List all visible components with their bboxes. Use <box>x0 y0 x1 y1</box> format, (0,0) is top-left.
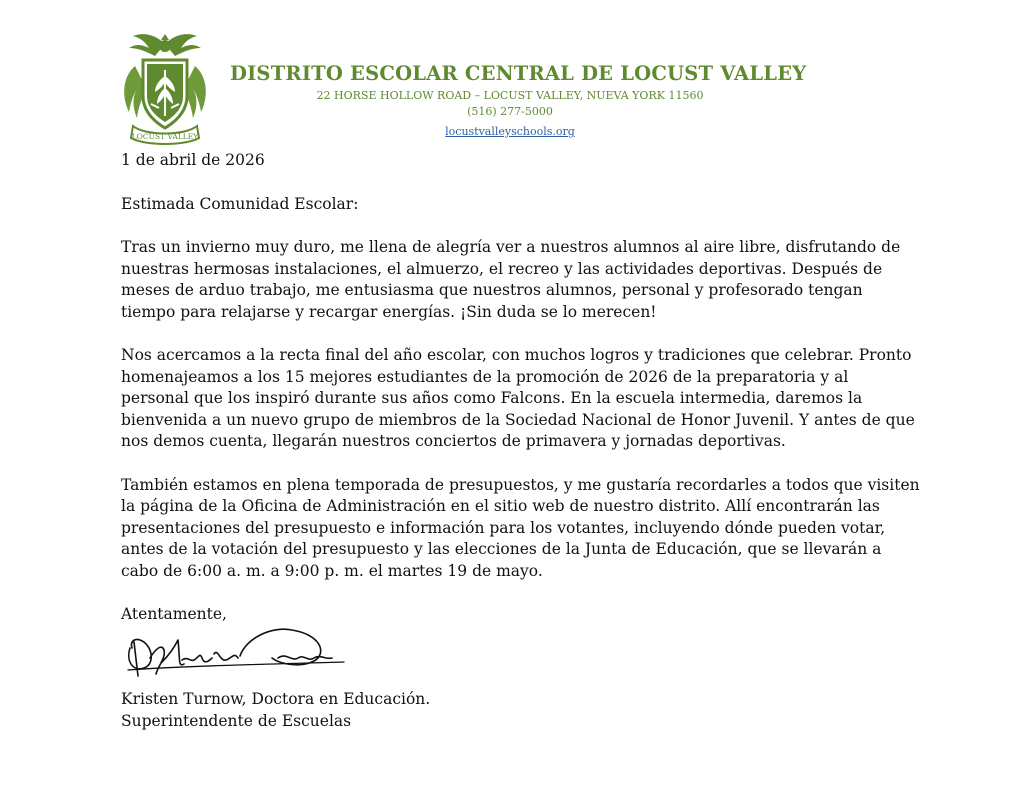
letterhead <box>0 0 1024 150</box>
letter-paragraph-2: Nos acercamos a la recta final del año escolar, con muchos logros y tradiciones que celebrar. Pronto homenajeamos a los 15 mejores estudiantes de la promoción de 2026 de la preparatoria y al personal que los inspiró durante sus años como Falcons. En la escuela intermedia, daremos la bienvenida a un nuevo grupo de miembros de la Sociedad Nacional de Honor Juvenil. Y antes de que nos demos cuenta, llegarán nuestros conciertos de primavera y jornadas deportivas. <box>121 346 915 450</box>
district-phone: (516) 277-5000 <box>467 105 553 118</box>
district-crest-logo <box>115 26 215 150</box>
letter-body <box>121 150 921 648</box>
letter-paragraph-3: También estamos en plena temporada de presupuestos, y me gustaría recordarles a todos que visiten la página de la Oficina de Administración en el sitio web de nuestro distrito. Allí encontrarán las presentaciones del presupuesto e información para los votantes, incluyendo dónde pueden votar, antes de la votación del presupuesto y las elecciones de la Junta de Educación, que se llevarán a cabo de 6:00 a. m. a 9:00 p. m. el martes 19 de mayo. <box>121 475 920 580</box>
district-website-link[interactable]: locustvalleyschools.org <box>445 125 575 138</box>
letterhead-text <box>230 60 807 140</box>
district-name: DISTRITO ESCOLAR CENTRAL DE LOCUST VALLEY <box>230 62 807 85</box>
crest-ribbon-text: LOCUST VALLEY <box>131 132 199 141</box>
letter-paragraph-1: Tras un invierno muy duro, me llena de alegría ver a nuestros alumnos al aire libre, disfrutando de nuestras hermosas instalaciones, el almuerzo, el recreo y las actividades deportivas. Después de meses de arduo trabajo, me entusiasma que nuestros alumnos, personal y profesorado tengan tiempo para relajarse y recargar energías. ¡Sin duda se lo merecen! <box>121 238 901 321</box>
letter-closing: Atentamente, <box>121 605 227 623</box>
letter-salutation: Estimada Comunidad Escolar: <box>121 194 359 213</box>
signature-block <box>121 688 430 732</box>
handwritten-signature <box>122 618 352 684</box>
district-address: 22 HORSE HOLLOW ROAD – LOCUST VALLEY, NUEVA YORK 11560 <box>316 89 704 102</box>
signer-name: Kristen Turnow, Doctora en Educación. <box>121 690 431 708</box>
signer-title: Superintendente de Escuelas <box>121 712 352 730</box>
letter-date: 1 de abril de 2026 <box>121 151 265 169</box>
